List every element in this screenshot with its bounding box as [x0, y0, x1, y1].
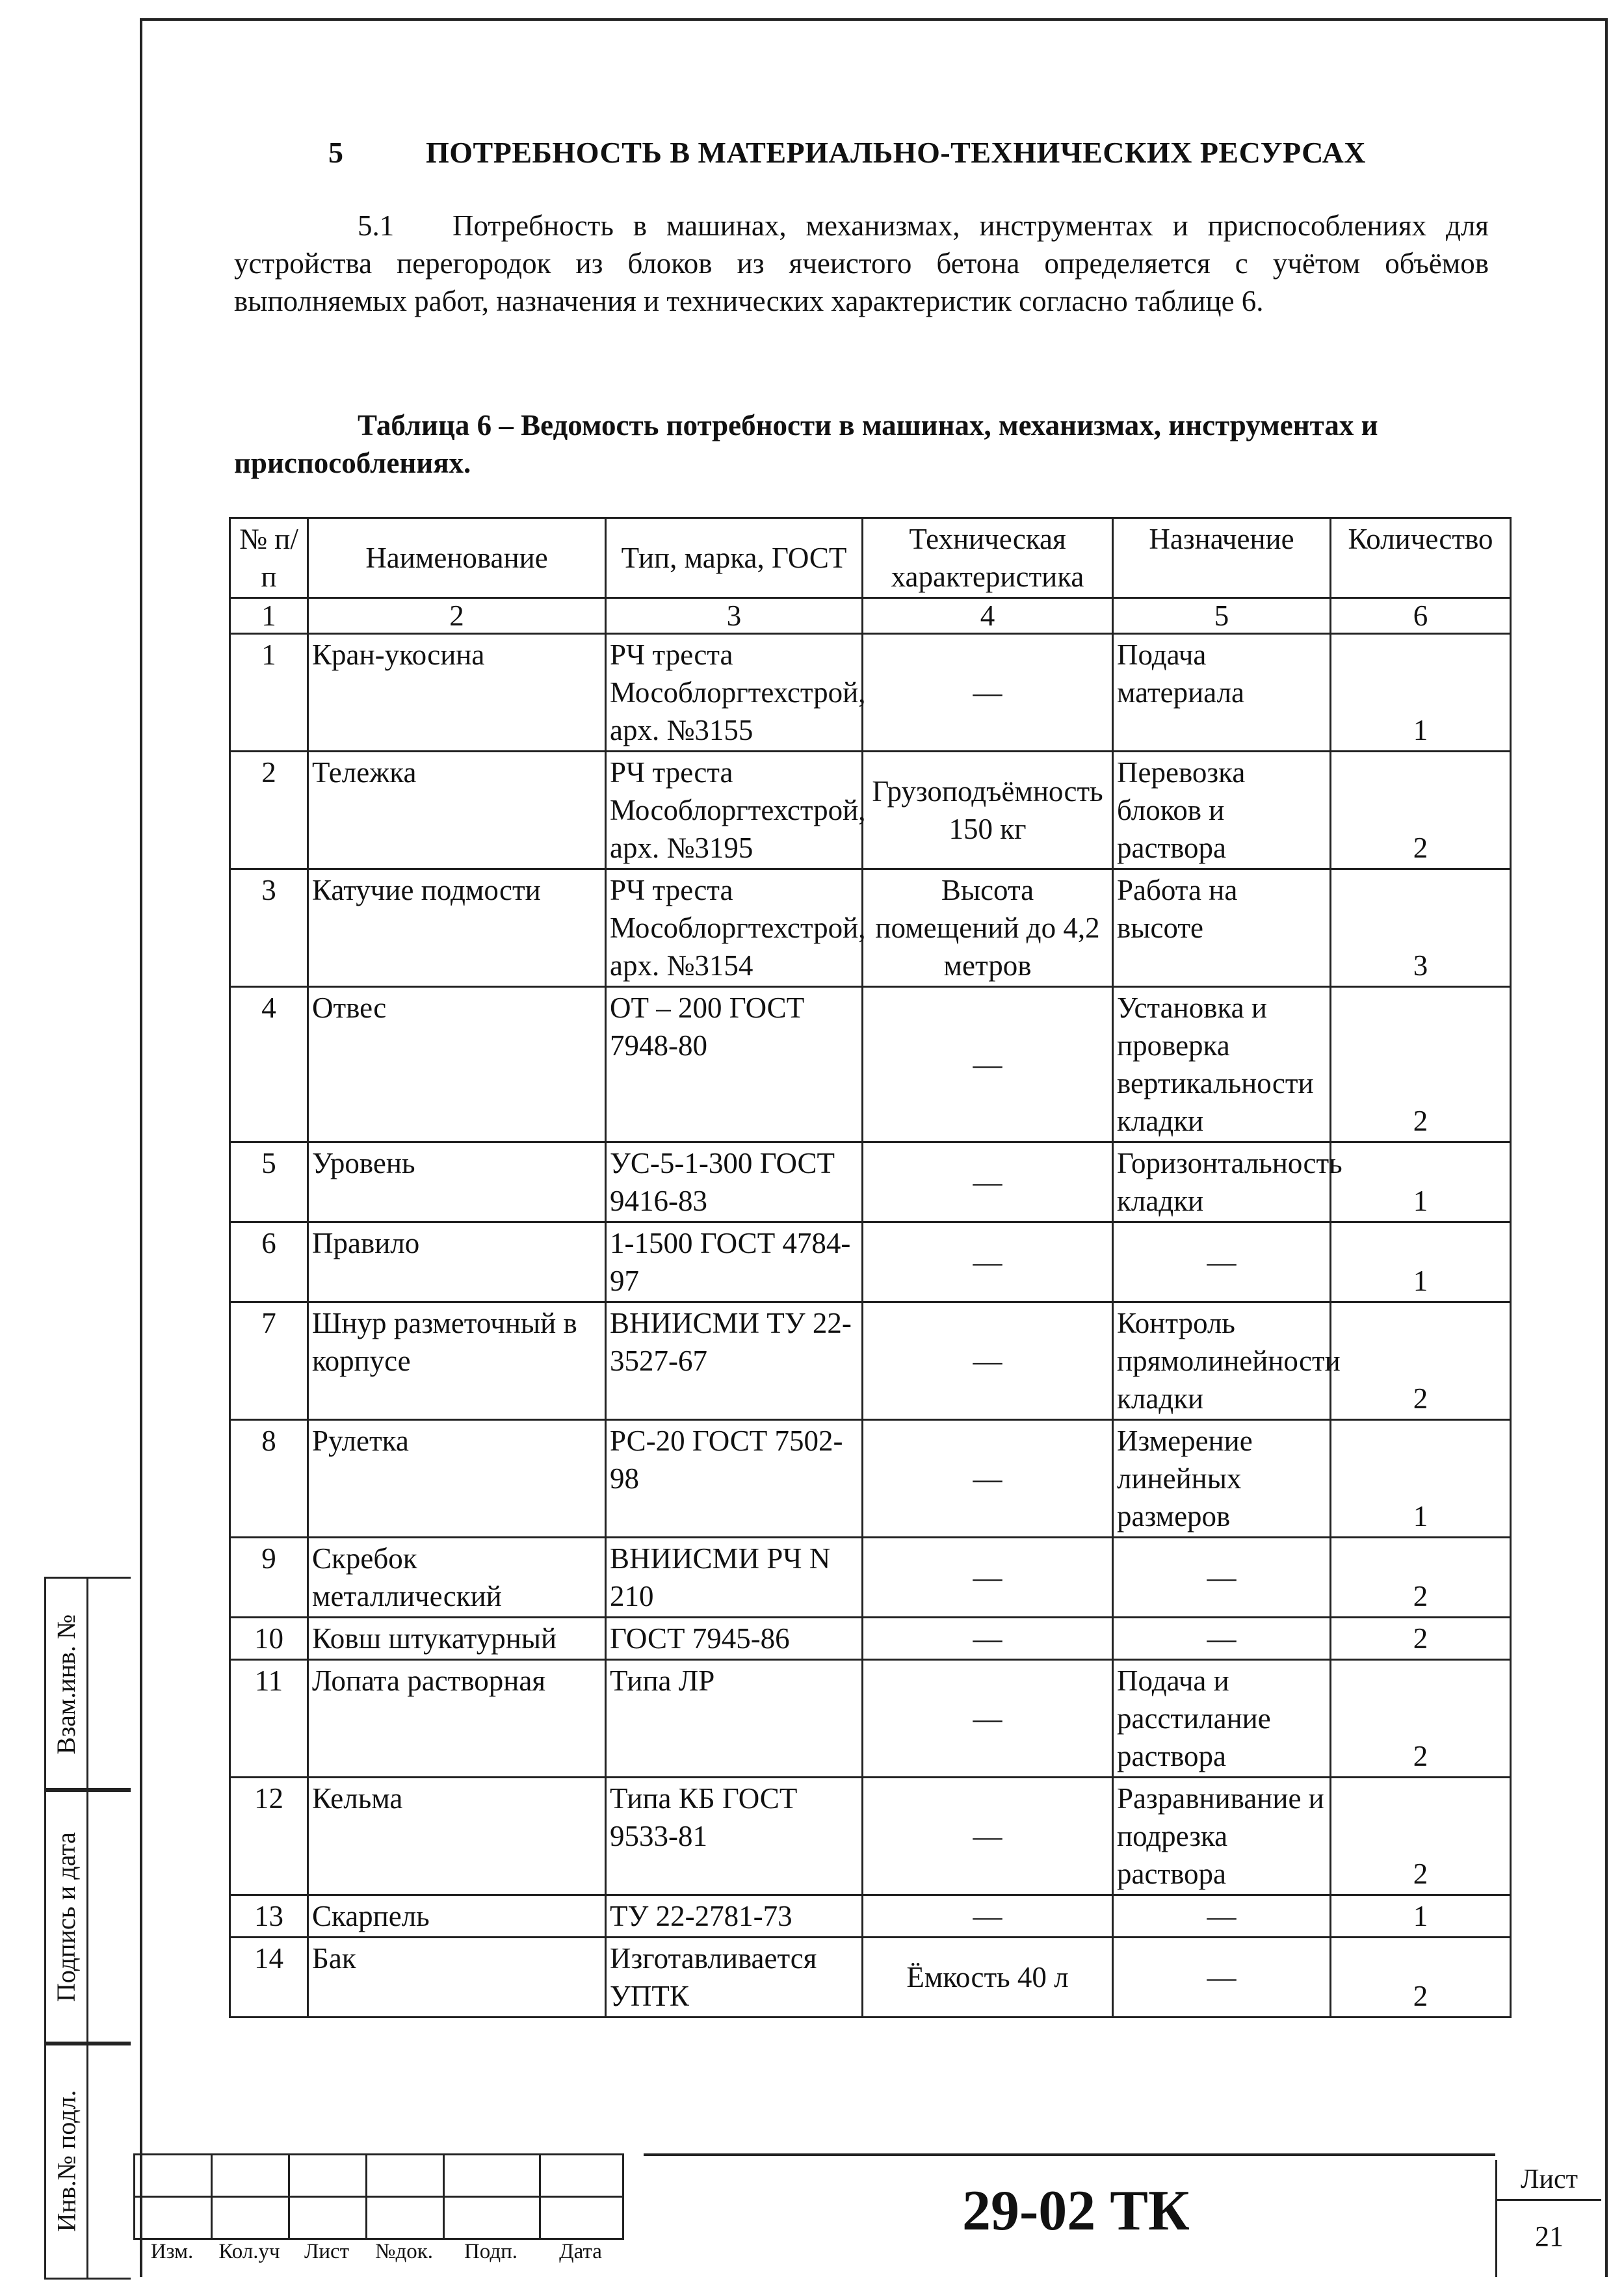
row-purpose: Контроль прямолинейности кладки [1113, 1302, 1331, 1420]
row-purpose: — [1113, 1895, 1331, 1938]
row-purpose: Перевозка блоков и раствора [1113, 752, 1331, 869]
row-purpose: Подача материала [1113, 634, 1331, 752]
row-quantity: 1 [1331, 1222, 1511, 1302]
row-purpose: — [1113, 1938, 1331, 2018]
section-title: ПОТРЕБНОСТЬ В МАТЕРИАЛЬНО-ТЕХНИЧЕСКИХ РЕСУРСАХ [426, 136, 1367, 169]
table-row [230, 1618, 1511, 1660]
row-purpose: — [1113, 1222, 1331, 1302]
index-cell: 4 [863, 598, 1113, 634]
row-quantity: 2 [1331, 987, 1511, 1142]
paragraph-text: Потребность в машинах, механизмах, инструментах и приспособлениях для устройства перегородок из блоков из ячеистого бетона определяется с учётом объёмов выполняемых работ, назначения и технических характеристик согласно таблице 6. [234, 209, 1489, 317]
row-number: 11 [230, 1660, 308, 1778]
row-quantity: 3 [1331, 869, 1511, 987]
row-name: Катучие подмости [308, 869, 606, 987]
row-purpose: Разравнивание и подрезка раствора [1113, 1778, 1331, 1895]
header-cell: Назначение [1113, 518, 1331, 598]
row-number: 3 [230, 869, 308, 987]
row-type: ГОСТ 7945-86 [606, 1618, 863, 1660]
row-quantity: 1 [1331, 1420, 1511, 1538]
stamp-label: №док. [374, 2240, 434, 2263]
row-spec: Ёмкость 40 л [863, 1938, 1113, 2018]
row-spec: — [863, 1618, 1113, 1660]
sheet-number: 21 [1535, 2220, 1564, 2252]
row-number: 13 [230, 1895, 308, 1938]
table-row [230, 1778, 1511, 1895]
row-quantity: 2 [1331, 1618, 1511, 1660]
stamp-divider [644, 2153, 1495, 2156]
resources-table [229, 517, 1512, 2018]
row-name: Шнур разметочный в корпусе [308, 1302, 606, 1420]
sheet-label: Лист [1497, 2160, 1601, 2201]
row-type: РС-20 ГОСТ 7502-98 [606, 1420, 863, 1538]
row-type: ТУ 22-2781-73 [606, 1895, 863, 1938]
row-quantity: 1 [1331, 634, 1511, 752]
row-number: 14 [230, 1938, 308, 2018]
row-spec: — [863, 1142, 1113, 1222]
header-cell: Количество [1331, 518, 1511, 598]
table-header-row [230, 518, 1511, 598]
row-spec: — [863, 1302, 1113, 1420]
row-name: Кран-укосина [308, 634, 606, 752]
row-purpose: Измерение линейных размеров [1113, 1420, 1331, 1538]
row-purpose: Подача и расстилание раствора [1113, 1660, 1331, 1778]
row-type: РЧ треста Мособлоргтехстрой, арх. №3154 [606, 869, 863, 987]
stamp-labels [133, 2240, 622, 2264]
row-spec: Грузоподъёмность 150 кг [863, 752, 1113, 869]
header-cell: Техническая характеристика [863, 518, 1113, 598]
row-spec: — [863, 1538, 1113, 1618]
row-number: 7 [230, 1302, 308, 1420]
row-spec: Высота помещений до 4,2 метров [863, 869, 1113, 987]
row-purpose: Установка и проверка вертикальности кладки [1113, 987, 1331, 1142]
section-number: 5 [328, 136, 343, 169]
row-type: 1-1500 ГОСТ 4784-97 [606, 1222, 863, 1302]
row-name: Тележка [308, 752, 606, 869]
row-number: 10 [230, 1618, 308, 1660]
header-cell: Наименование [308, 518, 606, 598]
sheet-box [1495, 2160, 1601, 2277]
row-type: ОТ – 200 ГОСТ 7948-80 [606, 987, 863, 1142]
row-name: Скарпель [308, 1895, 606, 1938]
table-row [230, 1538, 1511, 1618]
row-purpose: Горизонтальность кладки [1113, 1142, 1331, 1222]
table-row [230, 1895, 1511, 1938]
row-spec: — [863, 1778, 1113, 1895]
table-row [230, 987, 1511, 1142]
row-number: 12 [230, 1778, 308, 1895]
paragraph-5-1 [234, 207, 1489, 320]
stamp-label: Кол.уч [218, 2240, 280, 2263]
row-spec: — [863, 1895, 1113, 1938]
row-spec: — [863, 1420, 1113, 1538]
index-cell: 6 [1331, 598, 1511, 634]
row-type: Типа ЛР [606, 1660, 863, 1778]
row-quantity: 1 [1331, 1895, 1511, 1938]
row-type: УС-5-1-300 ГОСТ 9416-83 [606, 1142, 863, 1222]
index-cell: 3 [606, 598, 863, 634]
row-purpose: — [1113, 1618, 1331, 1660]
row-spec: — [863, 1222, 1113, 1302]
row-name: Ковш штукатурный [308, 1618, 606, 1660]
row-number: 1 [230, 634, 308, 752]
stamp-label: Лист [304, 2240, 350, 2263]
stamp-label: Дата [559, 2240, 602, 2263]
row-type: ВНИИСМИ ТУ 22-3527-67 [606, 1302, 863, 1420]
table-row [230, 1660, 1511, 1778]
row-type: РЧ треста Мособлоргтехстрой, арх. №3155 [606, 634, 863, 752]
document-code: 29-02 ТК [962, 2179, 1190, 2242]
row-purpose: Работа на высоте [1113, 869, 1331, 987]
row-spec: — [863, 634, 1113, 752]
row-quantity: 2 [1331, 752, 1511, 869]
row-quantity: 2 [1331, 1778, 1511, 1895]
index-cell: 2 [308, 598, 606, 634]
side-label-podpis: Подпись и дата [44, 1788, 131, 2045]
side-label-inv: Инв.№ подл. [44, 2042, 131, 2280]
table-row [230, 1420, 1511, 1538]
table-row [230, 1222, 1511, 1302]
table-row [230, 1938, 1511, 2018]
paragraph-number: 5.1 [358, 209, 395, 242]
row-purpose: — [1113, 1538, 1331, 1618]
row-spec: — [863, 987, 1113, 1142]
row-quantity: 2 [1331, 1302, 1511, 1420]
stamp-label: Подп. [464, 2240, 518, 2263]
index-cell: 5 [1113, 598, 1331, 634]
side-label-vzam: Взам.инв. № [44, 1577, 131, 1792]
row-spec: — [863, 1660, 1113, 1778]
row-name: Правило [308, 1222, 606, 1302]
row-number: 5 [230, 1142, 308, 1222]
index-cell: 1 [230, 598, 308, 634]
row-quantity: 2 [1331, 1660, 1511, 1778]
table-row [230, 1142, 1511, 1222]
row-number: 2 [230, 752, 308, 869]
row-type: ВНИИСМИ РЧ N 210 [606, 1538, 863, 1618]
row-quantity: 2 [1331, 1938, 1511, 2018]
row-name: Бак [308, 1938, 606, 2018]
table-row [230, 1302, 1511, 1420]
row-number: 4 [230, 987, 308, 1142]
row-type: Типа КБ ГОСТ 9533-81 [606, 1778, 863, 1895]
row-number: 6 [230, 1222, 308, 1302]
stamp-label: Изм. [150, 2240, 194, 2263]
stamp-grid [133, 2153, 624, 2240]
row-number: 8 [230, 1420, 308, 1538]
row-name: Рулетка [308, 1420, 606, 1538]
row-type: Изготавливается УПТК [606, 1938, 863, 2018]
table-row [230, 752, 1511, 869]
row-name: Скребок металлический [308, 1538, 606, 1618]
table-caption: Таблица 6 – Ведомость потребности в машинах, механизмах, инструментах и приспособлениях. [234, 409, 1378, 479]
column-index-row [230, 598, 1511, 634]
row-name: Лопата растворная [308, 1660, 606, 1778]
header-cell: Тип, марка, ГОСТ [606, 518, 863, 598]
row-quantity: 2 [1331, 1538, 1511, 1618]
header-cell: № п/п [230, 518, 308, 598]
row-number: 9 [230, 1538, 308, 1618]
row-name: Уровень [308, 1142, 606, 1222]
row-quantity: 1 [1331, 1142, 1511, 1222]
table-row [230, 869, 1511, 987]
row-type: РЧ треста Мособлоргтехстрой, арх. №3195 [606, 752, 863, 869]
table-row [230, 634, 1511, 752]
row-name: Кельма [308, 1778, 606, 1895]
row-name: Отвес [308, 987, 606, 1142]
